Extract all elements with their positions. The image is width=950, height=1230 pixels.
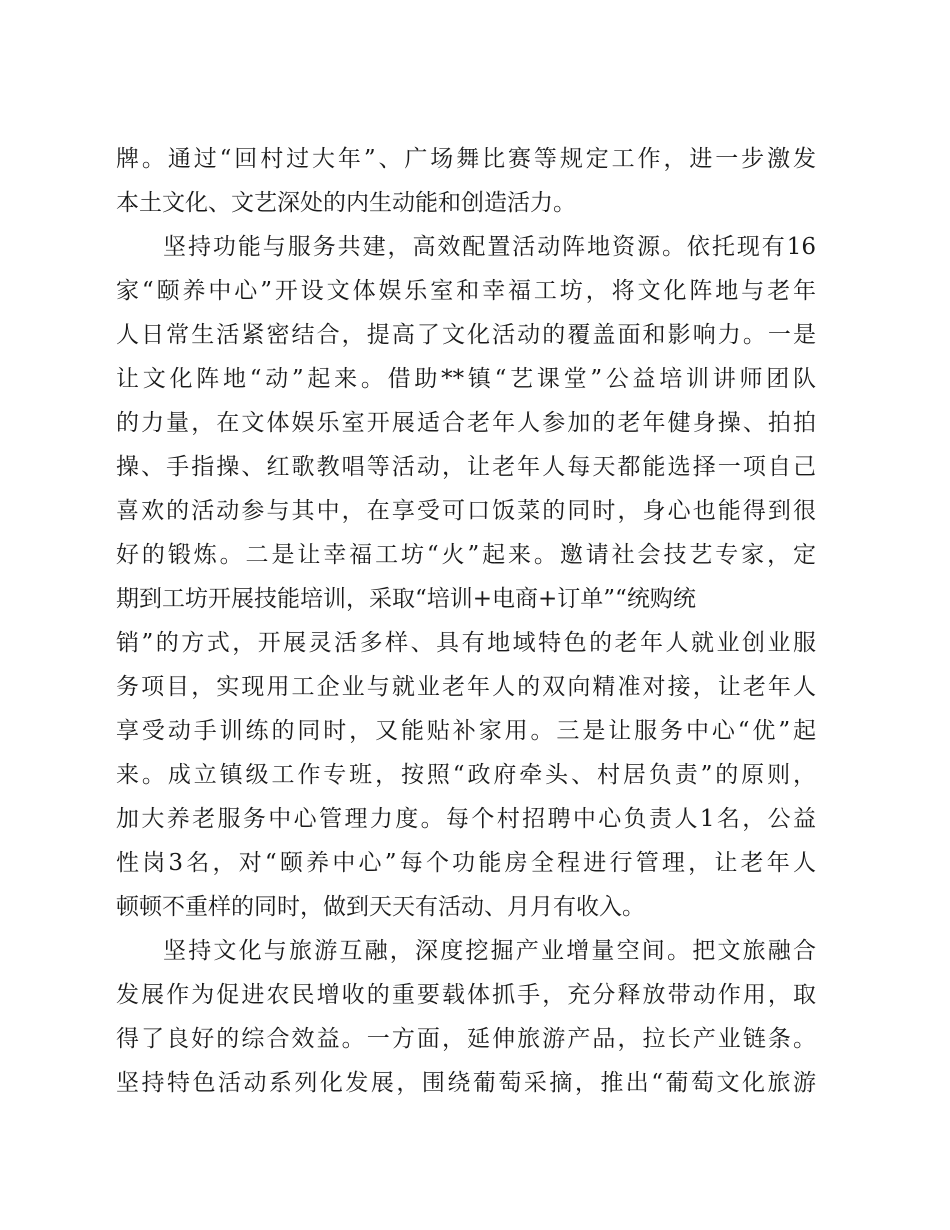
text-line: 牌。通过“回村过大年”、广场舞比赛等规定工作，进一步激发 [116, 146, 816, 172]
text-line: 顿顿不重样的同时，做到天天有活动、月月有收入。 [116, 894, 645, 920]
text-line: 好的锻炼。二是让幸福工坊“火”起来。邀请社会技艺专家，定 [116, 542, 816, 568]
text-line: 本土文化、文艺深处的内生动能和创造活力。 [116, 190, 576, 216]
text-line: 的力量，在文体娱乐室开展适合老年人参加的老年健身操、拍拍 [116, 410, 816, 436]
text-line: 坚持特色活动系列化发展，围绕葡萄采摘，推出“葡萄文化旅游 [116, 1070, 816, 1096]
text-line: 期到工坊开展技能培训，采取“培训+电商+订单”“统购统 [116, 586, 696, 612]
paragraph-start-line: 坚持文化与旅游互融，深度挖掘产业增量空间。把文旅融合 [163, 938, 816, 964]
text-line: 来。成立镇级工作专班，按照“政府牵头、村居负责”的原则， [116, 762, 816, 788]
text-line: 发展作为促进农民增收的重要载体抓手，充分释放带动作用，取 [116, 982, 816, 1008]
text-line: 务项目，实现用工企业与就业老年人的双向精准对接，让老年人 [116, 674, 816, 700]
paragraph-start-line: 坚持功能与服务共建，高效配置活动阵地资源。依托现有16 [163, 234, 816, 260]
text-line: 销”的方式，开展灵活多样、具有地域特色的老年人就业创业服 [116, 630, 816, 656]
text-line: 操、手指操、红歌教唱等活动，让老年人每天都能选择一项自己 [116, 454, 816, 480]
text-line: 性岗3名，对“颐养中心”每个功能房全程进行管理，让老年人 [116, 850, 816, 876]
text-line: 喜欢的活动参与其中，在享受可口饭菜的同时，身心也能得到很 [116, 498, 816, 524]
text-line: 人日常生活紧密结合，提高了文化活动的覆盖面和影响力。一是 [116, 322, 816, 348]
text-line: 让文化阵地“动”起来。借助**镇“艺课堂”公益培训讲师团队 [116, 366, 816, 392]
text-line: 加大养老服务中心管理力度。每个村招聘中心负责人1名，公益 [116, 806, 816, 832]
text-line: 得了良好的综合效益。一方面，延伸旅游产品，拉长产业链条。 [116, 1026, 816, 1052]
text-line: 享受动手训练的同时，又能贴补家用。三是让服务中心“优”起 [116, 718, 816, 744]
text-line: 家“颐养中心”开设文体娱乐室和幸福工坊，将文化阵地与老年 [116, 278, 816, 304]
